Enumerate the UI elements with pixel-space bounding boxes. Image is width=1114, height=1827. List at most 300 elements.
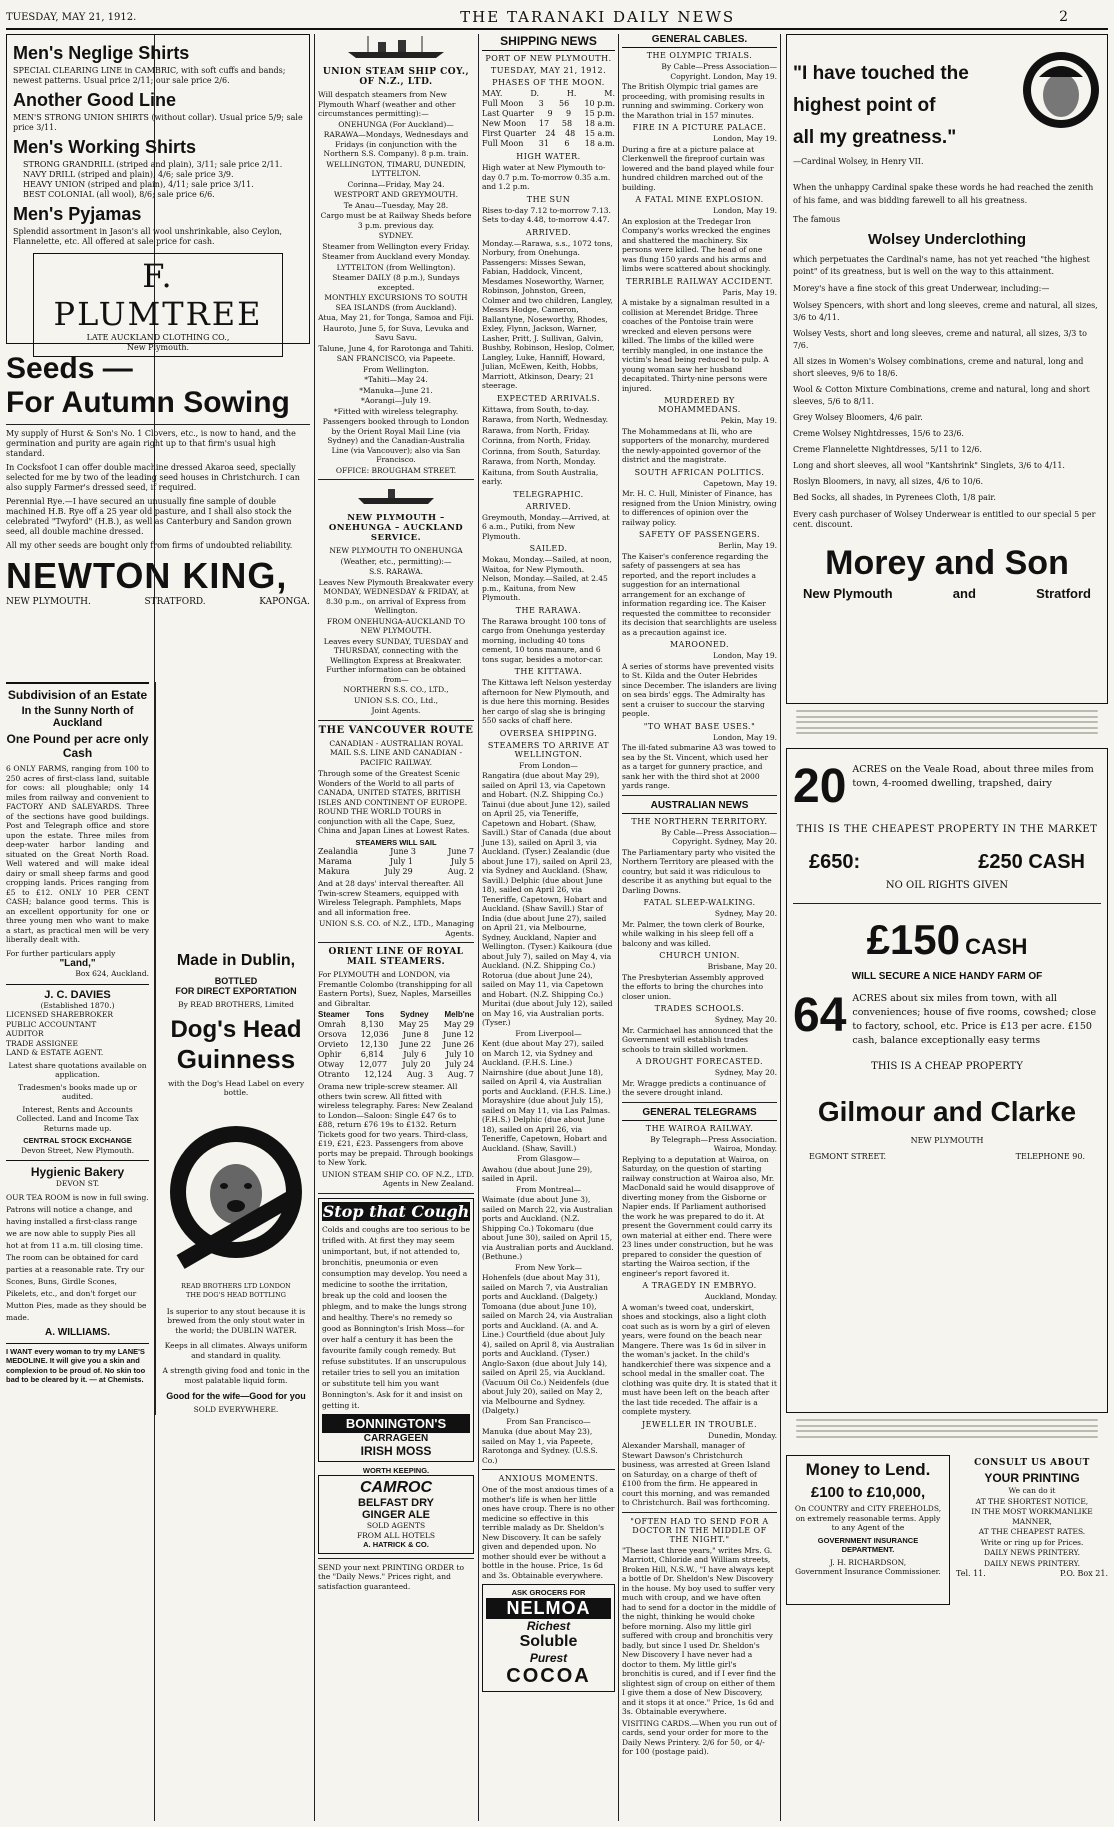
moon-table [482,99,615,149]
property-listing [793,760,1101,813]
ad-text: Through some of the Greatest Scenic Wonders of the World to all parts of CANADA, UNITED STATES, BRITISH ISLES AND CONTINENT OF EUROPE. ROUND THE WORLD TOURS in conjunction with all the Cape, Suez, China and Japan Lines at Lowest Rates. [318,769,470,835]
ad-text: Government Insurance Commissioner. [795,1567,941,1576]
camroc-label [318,1475,474,1554]
list-item: We can do it [1008,1486,1056,1495]
ad-heading: Hygienic Bakery [30,1165,125,1179]
table-row [318,1070,474,1080]
telephone-label: Tel. 11. [956,1569,986,1578]
table-cell: 18 a.m. [584,139,615,148]
brand-name: IRISH MOSS [360,1443,432,1458]
divider [318,479,474,480]
list-item: Wool & Cotton Mixture Combinations, creme and natural, long and short sleeves, 5/6 to 8/11. [793,385,1090,406]
list-item: Steamer from Wellington every Friday. [322,241,470,251]
property-note: NO OIL RIGHTS GIVEN [885,880,1009,891]
article-text: The Kaiser's conference regarding the safety of passengers at sea has reported, and the report includes a suggestion for an international arrangement for an exchange of information regarding ice. The Kaiser requested the committee to reconsider its decision that searchlights are useless as a precaution against ice. [622,551,777,637]
list-item: Leaves New Plymouth Breakwater every MONDAY, WEDNESDAY & FRIDAY, at 8.30 p.m., on arrival of Express from Wellington. [318,577,474,615]
ad-heading: Men's Working Shirts [13,137,196,157]
town-label: KAPONGA. [259,597,310,607]
article-heading: THE NORTHERN TERRITORY. [631,816,768,826]
table-cell: June 8 [402,1030,429,1039]
ad-text: For PLYMOUTH and LONDON, via Fremantle Colombo (transhipping for all Eastern Ports), Suez, Naples, Marseilles and Gibraltar. [318,970,473,1008]
section-date: TUESDAY, MAY 21, 1912. [490,66,607,75]
article-text: Mr. H. C. Hull, Minister of Finance, has resigned from the Union Ministry, owing to differences of opinion over the railway policy. [622,489,777,527]
list-item: From Wellington. [363,364,429,374]
list-item: Atua, May 21, for Tonga, Samoa and Fiji. [318,313,474,322]
table-header: H. [566,89,577,98]
article-dateline: London, May 19. [713,651,777,660]
table-cell: May 25 [398,1020,429,1029]
article-heading: "OFTEN HAD TO SEND FOR A DOCTOR IN THE MIDDLE OF THE NIGHT." [630,1516,769,1544]
list-item: HEAVY UNION (striped and plain), 4/11; sale price 3/11. [23,180,254,189]
property-note: WILL SECURE A NICE HANDY FARM OF [851,971,1043,982]
article-heading: FIRE IN A PICTURE PALACE. [632,123,767,132]
ad-text: SOLD AGENTS [366,1521,426,1530]
table-row [318,1030,474,1040]
ad-text: All my other seeds are bought only from firms of undoubted reliability. [6,541,293,550]
table-header: Steamer [318,1010,350,1019]
table-cell: May 29 [443,1020,474,1029]
ad-text: I WANT every woman to try my LANE'S MEDOLINE. It will give you a skin and complexion to be proud of. No skin too bad to be cleared by it. — at Chemists. [6,1346,146,1384]
table-cell: Aug. 7 [447,1070,474,1079]
table-cell: Zealandia [318,847,358,856]
article-heading: A FATAL MINE EXPLOSION. [635,195,764,204]
table-cell: Otway [318,1060,344,1069]
list-item: *Fitted with wireless telegraphy. [333,406,459,416]
brand-name: BONNINGTON'S [322,1414,470,1433]
table-row [318,847,474,857]
advertiser-name: F. PLUMTREE [53,257,263,333]
ad-text: CENTRAL STOCK EXCHANGE [23,1136,132,1145]
property-note: THIS IS A CHEAP PROPERTY [871,1061,1023,1072]
ad-text: DEVON ST. [55,1179,100,1188]
ad-text: LICENSED SHAREBROKER [6,1010,113,1019]
table-cell: June 3 [390,847,416,856]
table-cell: July 1 [389,857,413,866]
article-text: Manuka (due about May 23), sailed on May 1, via Papeete, Rarotonga and Sydney. (U.S.S. Co.) [482,1427,598,1465]
ad-text: Keeps in all climates. Always uniform and standard in quality. [164,1341,308,1360]
list-item: Joint Agents. [371,706,421,715]
list-item: RARAWA—Mondays, Wednesdays and Fridays (in conjunction with the Northern S.S. Company). 8 p.m. train. [323,130,469,158]
table-cell: 18 a.m. [584,119,615,128]
advertiser-subtitle: LATE AUCKLAND CLOTHING CO., [86,333,230,342]
ad-text: The famous [793,215,841,224]
table-cell: First Quarter [482,129,536,138]
ad-text: ASK GROCERS FOR [511,1588,586,1597]
ad-text: On COUNTRY and CITY FREEHOLDS, on extremely reasonable terms. Apply to any Agent of the [794,1504,942,1532]
table-cell: July 10 [445,1050,474,1059]
article-heading: THE WAIROA RAILWAY. [645,1123,754,1133]
article-text: From London— [519,760,578,770]
article-dateline: Paris, May 19. [722,287,777,297]
seal-text: THE DOG'S HEAD BOTTLING [185,1291,287,1299]
article-dateline: Capetown, May 19. [703,478,777,488]
list-item: WELLINGTON, TIMARU, DUNEDIN, LYTTELTON. [326,159,466,178]
table-row [318,867,474,877]
table-cell: July 20 [402,1060,431,1069]
column-rule [314,34,315,1821]
price-row [809,851,1085,873]
ad-contact: "Land," [59,958,96,969]
lanes-medoline-advertisement [6,1343,149,1385]
ad-heading: In the Sunny North of Auckland [21,705,134,729]
article-text: From Montreal— [515,1184,582,1194]
article-dateline: Dunedin, Monday. [708,1430,777,1440]
article-text: One of the most anxious times of a mother's life is when her little ones have croup. There is no other medicine so effective in this terrible malady as Dr. Sheldon's New Discovery. It can be safely given and depended upon. No mother should ever be without a bottle in the house. Price, 1s 6d and 3s. Obtainable everywhere. [482,1485,615,1580]
table-row [318,1040,474,1050]
table-row [318,1060,474,1070]
estate-advertisement [6,682,149,979]
ad-contact: Box 624, Auckland. [75,969,150,978]
section-subheading: ANXIOUS MOMENTS. [498,1474,599,1483]
ad-text: FROM ALL HOTELS [356,1530,436,1540]
list-item: STRONG GRANDRILL (striped and plain), 3/11; sale price 2/11. [23,160,283,169]
ad-text: with the Dog's Head Label on every bottle. [167,1078,305,1097]
ad-heading: ORIENT LINE OF ROYAL MAIL STEAMERS. [328,947,464,967]
price-value: £650: [809,851,861,873]
street-label: EGMONT STREET. [809,1152,887,1161]
table-cell: 12,036 [360,1030,389,1039]
ad-text: And at 28 days' interval thereafter. All Twin-screw Steamers, equipped with Wireless Telegraph. Pamphlets, Maps and all information free. [318,879,464,917]
divider [318,942,474,943]
ad-text: Tradesmen's books made up or audited. [18,1082,137,1101]
table-cell: Otranto [318,1070,350,1079]
list-item: FROM ONEHUNGA-AUCKLAND TO NEW PLYMOUTH. [326,616,466,635]
table-cell: 24 [545,129,556,138]
article-text: From Liverpool— [515,1028,582,1038]
article-text: From San Francisco— [506,1416,591,1426]
list-item: UNION S.S. CO., Ltd., [354,695,438,705]
ad-list [13,160,303,200]
list-item: Leaves every SUNDAY, TUESDAY and THURSDAY, connecting with the Wellington Express at Breakwater. Further information can be obtained from— [323,636,469,684]
article-text: Hohenfels (due about May 31), sailed on March 7, via Australian ports and Auckland. (Dalgety.) Tomoana (due about June 10), sailed on March 24, via Australian ports and Auckland. (A. and A. Line.) Courtfield (due about July 4), sailed on April 8, via Australian ports and Auckland. (Tyser.) Anglo-Saxon (due about July 14), sailed on April 25, via Auckland. (Vacuum Oil Co.) Neidenfels (due about July 20), sailed on May 2, via Melbourne and Sydney. (Dalgety.) [482,1273,615,1415]
bottom-advertisements [786,1455,1108,1605]
ad-text: (Established 1870.) [40,1000,115,1010]
ad-slogan: Good for the wife—Good for you [166,1391,306,1401]
article-dateline: By Telegraph—Press Association. Wairoa, Monday. [650,1134,777,1153]
section-heading: AUSTRALIAN NEWS [622,800,777,814]
table-cell: 15 a.m. [584,129,615,138]
table-cell: Full Moon [482,139,524,148]
article-text: A woman's tweed coat, underskirt, shoes and stockings, also a light cloth coat such as is worn by a girl of eleven years, were found on the beach near Mangere. There was 1s 6d in silver in the woman's jacket. In the child's handkerchief there was sixpence and a school medal in the smaller coat. The clothing was quite dry. It is stated that it must have been left on the beach after the last tide receded. The affair is a complete mystery. [622,1302,777,1416]
ad-heading: THE VANCOUVER ROUTE [318,724,474,736]
ad-text: J. H. RICHARDSON, [829,1557,907,1567]
guinness-advertisement [162,682,310,1415]
article-text: Rangatira (due about May 29), sailed on April 13, via Capetown and Hobart. (N.Z. Shipping Co.) Tainui (due about June 12), sailed on April 25, via Teneriffe, Capetown and Hobart. (Shaw, Savill.) Star of Canada (due about June 13), sailed on April 3, via Auckland. (Tyser.) Zealandic (due about June 17), sailed on April 23, via Sydney and Auckland. (Shaw, Savill.) Delphic (due about June 18), sailed on April 26, via Teneriffe, Capetown, Hobart and Auckland. (Shaw Savill.) Star of India (due about June 27), sailed on April 21, via Melbourne, Sydney, Auckland, Napier and Wellington. (Tyser.) Kaikoura (due about July 7), sailed on May 4, via Auckland. (N.Z. Shipping Co.) Rotorua (due about June 24), sailed on May 11, via Capetown and Hobart. (N.Z. Shipping Co.) Muritai (due about July 12), sailed on May 16, via Australian ports. (Tyser.) [482,771,613,1027]
plumtree-advertisement [6,34,310,352]
masthead-title: THE TARANAKI DAILY NEWS [460,8,736,26]
steamship-icon [318,484,474,506]
article-heading: SOUTH AFRICAN POLITICS. [634,467,765,477]
price-value: £150 [866,916,960,963]
table-cell: 31 [538,139,549,148]
ad-text: which perpetuates the Cardinal's name, has not yet reached "the highest point" of its greatness, but is well on the way to this attainment. [793,255,1090,276]
article-text: Replying to a deputation at Wairoa, on Saturday, on the question of starting railway construction at Wairoa also, Mr. MacDonald said he would disapprove of diverting money from the Gisborne or Napier ends. If Parliament authorised the work he was prepared to do it. At present the Government could carry its own material at either end. There were 23 lines under construction, but he was prepared to consider the question of starting the Wairoa section, if the engineer's report favored it. [622,1154,775,1278]
list-item: Steamer from Auckland every Monday. [321,252,471,261]
list-item: Roslyn Bloomers, in navy, all sizes, 4/6 to 10/6. [793,477,984,486]
table-row [482,109,615,119]
property-note: THIS IS THE CHEAPEST PROPERTY IN THE MARKET [796,824,1098,835]
brand-name: GINGER ALE [361,1509,431,1521]
article-heading: A DROUGHT FORECASTED. [635,1057,763,1066]
ad-text: SOLD EVERYWHERE. [193,1405,279,1414]
table-cell: 6 [564,139,570,148]
ad-heading: Stop that Cough [322,1201,470,1221]
table-header-row [318,1010,474,1020]
town-label: New Plymouth [803,586,893,601]
list-item: Creme Wolsey Nightdresses, 15/6 to 23/6. [793,429,964,438]
cardinal-portrait-icon [1021,45,1101,135]
gilmour-clarke-advertisement [786,748,1108,1413]
printing-notice: SEND your next PRINTING ORDER to the "Daily News." Prices right, and satisfaction guaranteed. [318,1562,464,1591]
brand-name: BELFAST DRY [358,1497,434,1509]
list-item: OFFICE: BROUGHAM STREET. [335,465,457,475]
divider [318,720,474,721]
table-cell: Aug. 3 [406,1070,434,1079]
list-item: Bed Socks, all shades, in Pyrenees Cloth, 1/8 pair. [793,493,996,502]
article-dateline: Sydney, May 20. [714,909,777,918]
brand-name: CAMROC [360,1479,432,1496]
ad-text: Every cash purchaser of Wolsey Underwear is entitled to our special 5 per cent. discount. [793,510,1096,529]
table-row [482,99,615,109]
column-rule [155,682,156,1415]
section-subheading: ARRIVED. [525,227,572,237]
ad-text: Soluble [519,1632,578,1650]
advertiser-towns [6,597,310,607]
list-item: Steamer DAILY (8 p.m.), Sundays excepted. [332,273,460,292]
ad-heading: Men's Pyjamas [13,204,142,224]
column-3 [482,34,615,1821]
davies-advertisement [6,984,149,1156]
table-header: Melb'ne [444,1010,474,1019]
general-telegrams-list [622,1124,777,1508]
table-cell: Aug. 2 [447,867,474,876]
ad-heading: UNION STEAM SHIP COY., OF N.Z., LTD. [322,67,470,87]
ad-heading: Men's Neglige Shirts [13,43,190,63]
section-heading: GENERAL CABLES. [622,34,777,48]
sailing-table [318,847,474,877]
ad-text: OUR TEA ROOM is now in full swing. Patrons will notice a change, and having installed a first-class range we are now able to supply Pies all hot at from 11 a.m. till closing time. The room can be obtained for card parties at a reasonable rate. Try our Scones, Buns, Girdle Scones, Pikelets, etc., and don't forget our Mutton Pies, made as they should be made. [6,1192,149,1322]
town-label: Stratford [1036,586,1091,601]
list-item: Hauroto, June 5, for Suva, Levuka and Savu Savu. [323,323,469,342]
brand-name: CARRAGEEN [363,1432,429,1444]
list-item: BEST COLONIAL (all wool), 8/6; sale price 6/6. [23,190,215,199]
ad-heading: Made in Dublin, [176,952,296,969]
table-header: Sydney [400,1010,429,1019]
ad-text: AUDITOR [6,1029,44,1038]
wolsey-underclothing-advertisement [786,34,1108,704]
list-item: NAVY DRILL (striped and plain), 4/6; sale price 3/9. [23,170,234,179]
table-cell: July 6 [403,1050,427,1059]
article-text: An explosion at the Tredegar Iron Company's works wrecked the engines and shattered the machinery. Six persons were killed. The head of one was flung 150 yards and his arms and limbs were scattered about shockingly. [622,216,771,273]
list-item: *Tahiti—May 24. [364,375,428,384]
table-row [482,119,615,129]
divider [318,1558,474,1559]
price-value: CASH [965,934,1028,959]
section-subheading: PHASES OF THE MOON. [492,78,605,87]
general-cables-list [622,51,777,791]
camroc-advertisement [318,1466,474,1554]
ad-heading: For Autumn Sowing [6,386,290,419]
table-cell: 10 p.m. [584,99,615,108]
property-listing [793,989,1101,1048]
list-item: Wolsey Spencers, with short and long sleeves, creme and natural, all sizes, 3/6 to 4/11. [793,301,1098,322]
list-item: SYDNEY. [378,231,414,240]
article-text: The ill-fated submarine A3 was towed to sea by the St. Vincent, which used her as a target for gunnery practice, and sank her with the third shot at 2000 yards range. [622,743,776,790]
list-item: LYTTELTON (from Wellington). [336,262,456,272]
table-header: Tons [365,1010,385,1019]
list-item: Corinna—Friday, May 24. [347,179,445,189]
ad-text: Orama new triple-screw steamer. All others twin screw. All fitted with wireless telegraphy. Fares: New Zealand to London—Saloon: Single £47 6s to £88, return £76 19s to £132. Return Tickets good for two years. Third-class, £19, £21, £23. Passengers from above ports may be prepaid. Through bookings to New York. [318,1082,474,1167]
ad-text: For further particulars apply [6,948,116,958]
divider [318,1193,474,1194]
section-subheading: THE SUN [526,194,571,204]
section-subheading: EXPECTED ARRIVALS. [496,393,601,403]
article-text: "These last three years," writes Mrs. G. Marriott, Chloride and William streets, Broken Hill, N.S.W., "I have always kept a bottle of Dr. Sheldon's New Discovery in the house. My boy used to suffer very much with croup, and we have often had to send for a doctor in the middle of the night, thinking he would choke before morning. Also my little girl suffered with croup and bronchitis very badly, but since I used Dr. Sheldon's New Discovery I have never had a doctor to them. My little girl's bronchitis is cured, and if I ever find the slightest sign of croup on either of them I give them a dose of New Discovery, and it stops it at once." Price, 1s 6d and 3s. Obtainable everywhere. [622,1545,776,1716]
table-cell: 56 [559,99,570,108]
article-dateline: Pekin, May 19. [720,416,777,425]
town-label: STRATFORD. [144,597,206,607]
ad-heading: Money to Lend. [805,1460,931,1479]
bakery-advertisement [6,1160,149,1338]
column-4 [622,34,777,1821]
ad-text: GOVERNMENT INSURANCE DEPARTMENT. [817,1535,919,1554]
table-cell: Omrah [318,1020,346,1029]
ad-heading: YOUR PRINTING [984,1471,1080,1485]
table-cell: July 29 [384,867,413,876]
section-subheading: ARRIVED. [525,501,572,511]
ad-contact [956,1569,1108,1579]
article-dateline: Sydney, May 20. [714,1015,777,1024]
brand-name: COCOA [506,1664,591,1687]
quote-attribution: —Cardinal Wolsey, in Henry VII. [793,157,924,166]
ad-text: When the unhappy Cardinal spake these words he had reached the zenith of his fame, and was bidding farewell to all his greatness. [793,183,1094,205]
section-subheading: SAILED. [529,544,568,553]
ad-subheading: CANADIAN - AUSTRALIAN ROYAL MAIL S.S. LINE AND CANADIAN - PACIFIC RAILWAY. [329,738,463,767]
list-item: *Manuka—June 21. [359,385,433,395]
article-dateline: London, May 19. [713,732,777,742]
article-text: During a fire at a picture palace at Clerkenwell the fireproof curtain was lowered and the band played while four hundred children marched out of the building. [622,144,774,192]
ad-heading: One Pound per acre only Cash [6,732,149,760]
article-heading: A TRAGEDY IN EMBRYO. [642,1281,757,1290]
illegible-text-block [796,710,1098,742]
expected-arrivals-list [482,405,615,487]
article-text: Waimate (due about June 3), sailed on March 22, via Australian ports and Auckland. (N.Z. Shipping Co.) Tokomaru (due about June 30), sailed on April 15, via Australian ports and Auckland. (Bethune.) [482,1195,614,1261]
masthead-date: TUESDAY, MAY 21, 1912. [6,11,137,23]
service-details [318,557,474,716]
table-row [318,1050,474,1060]
advertiser-name: Morey and Son [825,544,1069,582]
table-cell: 8,130 [360,1020,384,1029]
section-subheading: HIGH WATER. [516,152,581,161]
union-steamship-advertisement [318,34,474,475]
ad-text: WORTH KEEPING. [362,1465,430,1475]
article-text: Awahou (due about June 29), sailed in April. [482,1164,593,1183]
article-heading: "TO WHAT BASE USES." [643,721,756,731]
article-text: Rises to-day 7.12 to-morrow 7.13. Sets to-day 4.48, to-morrow 4.47. [482,205,611,224]
table-cell: Last Quarter [482,109,535,118]
article-heading: CHURCH UNION. [659,951,740,960]
advertiser-name: Gilmour and Clarke [817,1096,1077,1127]
table-row [318,1020,474,1030]
table-row [482,139,615,149]
table-cell: 15 p.m. [584,109,615,118]
list-item: DAILY NEWS PRINTERY. [984,1548,1080,1557]
column-1 [6,34,310,1821]
article-text: Mr. Wragge predicts a continuance of the severe drought inland. [622,1078,766,1097]
table-cell: 12,077 [359,1060,388,1069]
list-item: Grey Wolsey Bloomers, 4/6 pair. [793,413,923,422]
list-item: IN THE MOST WORKMANLIKE MANNER, [971,1507,1093,1526]
ad-agent: UNION STEAM SHIP CO. OF N.Z., LTD. Agents in New Zealand. [321,1169,474,1188]
table-cell: 48 [565,129,576,138]
visiting-cards-notice: VISITING CARDS.—When you run out of cards, send your order for more to the Daily News Printery. 2/6 for 50, or 4/- for 100 (postage paid). [622,1718,777,1756]
brand-name: Dog's Head [170,1015,302,1043]
article-text: The Kittawa left Nelson yesterday afternoon for New Plymouth, and is due here this morning. Besides her cargo of slag she is bringing 550 sacks of chaff here. [482,678,612,725]
ad-text: FOR DIRECT EXPORTATION [175,986,297,996]
box-label: P.O. Box 21. [1060,1569,1108,1578]
advertiser-contact [809,1152,1085,1162]
advertiser-name: J. C. DAVIES [44,988,111,1001]
column-rule [478,34,479,1821]
table-cell: Orvieto [318,1040,349,1049]
ad-heading: Seeds — [6,352,133,385]
table-header: MAY. [482,89,503,98]
sailing-table [318,1010,474,1080]
moon-table-header [482,89,615,99]
divider [6,424,310,425]
divider [793,903,1101,904]
divider [482,1469,615,1470]
divider [622,795,777,796]
article-dateline: Berlin, May 19. [718,541,777,550]
article-heading: MURDERED BY MOHAMMEDANS. [658,396,741,414]
table-cell: 3 [538,99,544,108]
masthead [6,6,1108,30]
quote-line: highest point of [793,95,936,116]
table-cell: 12,124 [364,1070,393,1079]
section-subheading: STEAMERS TO ARRIVE AT WELLINGTON. [487,740,610,759]
list-item: Long and short sleeves, all wool "Kantshrink" Singlets, 3/6 to 4/11. [793,461,1065,470]
ad-agent: UNION S.S. CO. of N.Z., LTD., Managing Agents. [319,919,474,938]
table-header: M. [604,89,615,98]
article-dateline: By Cable—Press Association—Copyright. London, May 19. [661,62,777,81]
column-5 [786,34,1108,1821]
ad-text: In Cocksfoot I can offer double machine dressed Akaroa seed, specially selected for me by two of the leading seed houses in Christchurch. I can also supply Farmer's dressed seed, if required. [6,463,300,492]
column-2 [318,34,474,1821]
ad-text: Richest [526,1618,571,1633]
list-item: All sizes in Women's Wolsey combinations, creme and natural, long and short sleeves, 9/6 to 18/6. [793,357,1084,378]
ad-text: Interest, Rents and Accounts Collected. Land and Income Tax Returns made up. [16,1104,139,1133]
section-subheading: TELEGRAPHIC. [513,489,584,499]
list-item: (Weather, etc., permitting):— [340,556,452,566]
ad-text: Colds and coughs are too serious to be trifled with. At first they may seem unimportant, but, if not attended to, bronchitis, pneumonia or even consumption may develop. You need a medicine to soothe the irritation, break up the cold and loosen the phlegm, and to make the lungs strong and healthy. There's no remedy so good as Bonnington's Irish Moss—for over half a century it has been the favourite family cough remedy. But refuse substitutes. If an unscrupulous retailer tries to sell you an imitation or substitute tell him you want Bonnington's. Ask for it and insist on getting it. [322,1224,470,1410]
table-cell: Orsova [318,1030,347,1039]
illegible-text-block [796,1419,1098,1449]
ad-heading: CONSULT US ABOUT [974,1458,1090,1468]
column-1-lower [6,682,310,1415]
table-cell: New Moon [482,119,527,128]
list-item: Talune, June 4, for Rarotonga and Tahiti. [318,343,474,353]
ad-text: By READ BROTHERS, Limited [178,1000,294,1009]
acre-count: 20 [793,760,847,813]
ad-heading: NEW PLYMOUTH – ONEHUNGA – AUCKLAND SERVICE. [328,513,464,543]
bonnington-advertisement [318,1198,474,1462]
table-cell: July 24 [445,1060,474,1069]
ad-heading: Subdivision of an Estate [7,688,148,702]
advertiser-name: NEWTON KING, [6,555,288,596]
orient-line-advertisement [318,947,474,1189]
article-heading: FATAL SLEEP-WALKING. [643,898,756,907]
